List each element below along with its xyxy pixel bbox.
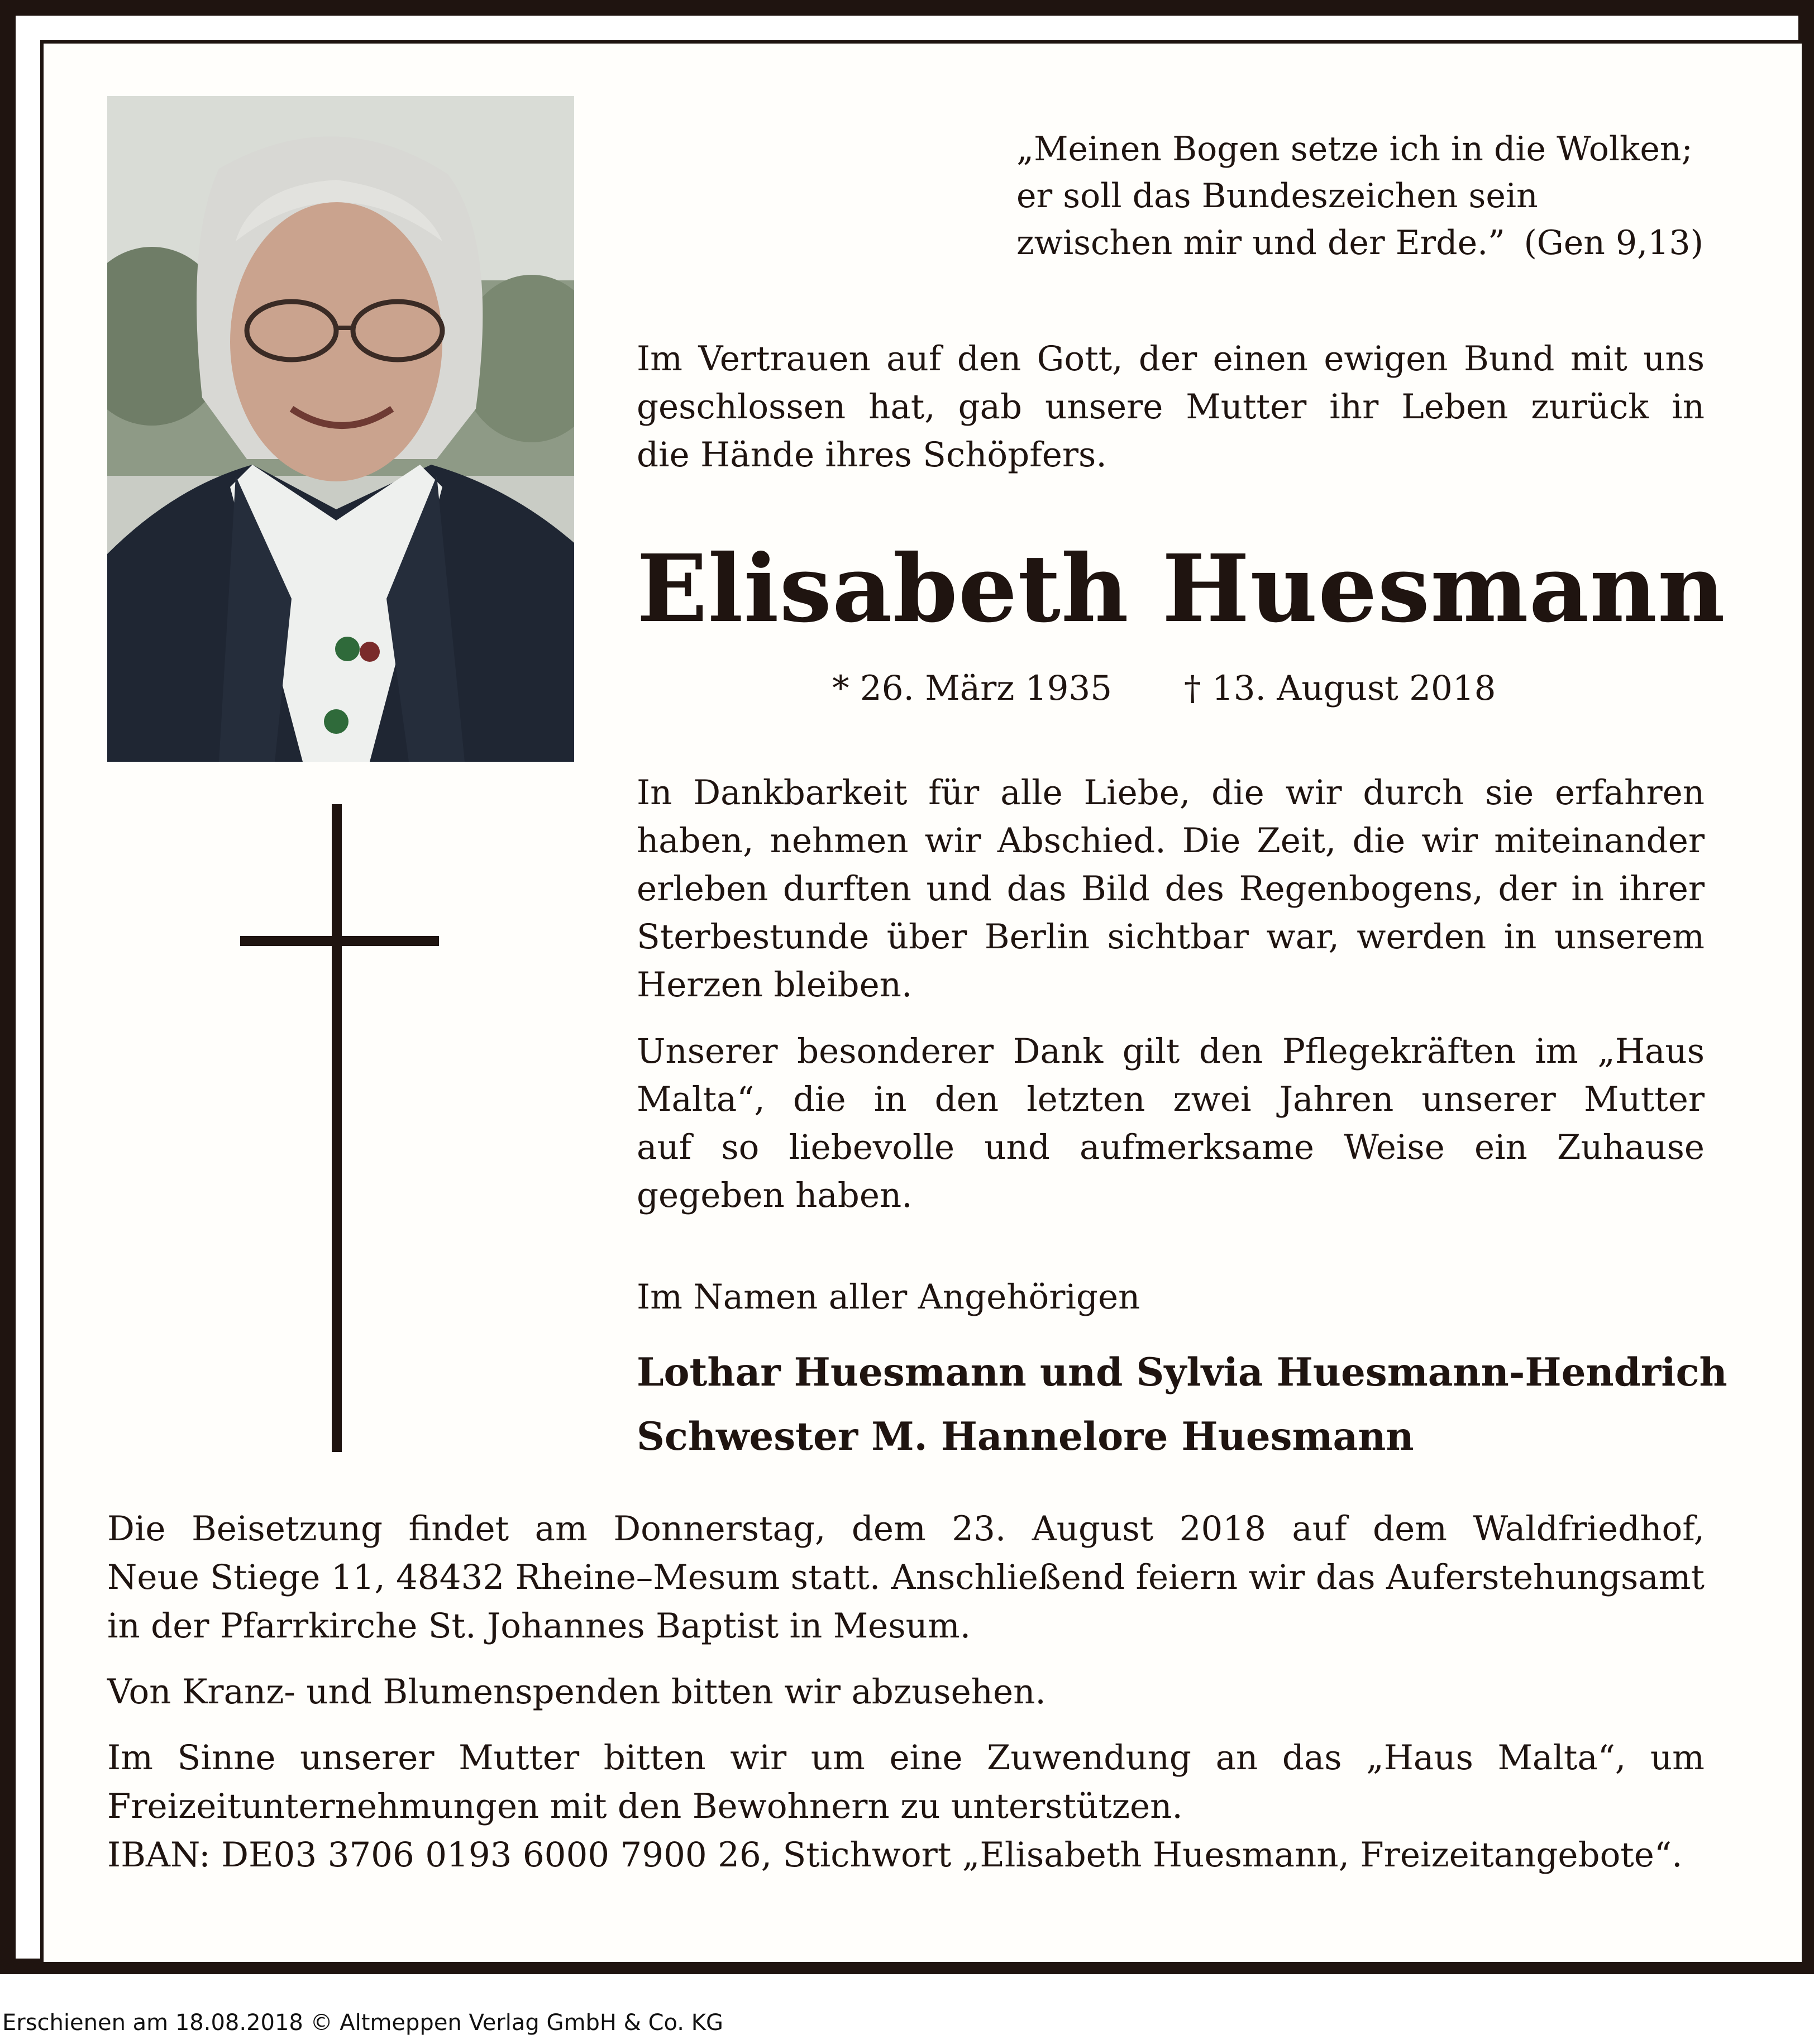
- text-line: Im Vertrauen auf den Gott, der einen ewigen Bund mit uns: [637, 339, 1705, 379]
- funeral-line: in der Pfarrkirche St. Johannes Baptist in Mesum.: [107, 1606, 971, 1646]
- text-line: haben, nehmen wir Abschied. Die Zeit, die wir miteinander: [637, 821, 1705, 861]
- donation-line: Freizeitunternehmungen mit den Bewohnern zu unterstützen.: [107, 1787, 1183, 1826]
- gratitude-paragraph: [637, 769, 1705, 1009]
- text-line: auf so liebevolle und aufmerksame Weise ein Zuhause: [637, 1128, 1705, 1167]
- deceased-name: Elisabeth Huesmann: [637, 534, 1726, 643]
- quote-line: „Meinen Bogen setze ich in die Wolken;: [1016, 130, 1693, 169]
- funeral-line: Die Beisetzung findet am Donnerstag, dem 23. August 2018 auf dem Waldfriedhof,: [107, 1509, 1705, 1549]
- thanks-paragraph: [637, 1028, 1705, 1220]
- text-line: Malta“, die in den letzten zwei Jahren unserer Mutter: [637, 1080, 1705, 1119]
- text-line: gegeben haben.: [637, 1176, 913, 1215]
- quote-line: er soll das Bundeszeichen sein: [1016, 176, 1538, 216]
- donation-line: Im Sinne unserer Mutter bitten wir um eine Zuwendung an das „Haus Malta“, um: [107, 1738, 1705, 1778]
- iban-line: IBAN: DE03 3706 0193 6000 7900 26, Stichwort „Elisabeth Huesmann, Freizeitangebote“.: [107, 1835, 1683, 1875]
- quote-reference: (Gen 9,13): [1524, 223, 1703, 262]
- funeral-line: Neue Stiege 11, 48432 Rheine–Mesum statt. Anschließend feiern wir das Auferstehungsamt: [107, 1558, 1705, 1597]
- no-flowers-note: Von Kranz- und Blumenspenden bitten wir abzusehen.: [107, 1672, 1046, 1712]
- bible-quote: [1016, 126, 1703, 266]
- intro-paragraph: [637, 335, 1705, 479]
- quote-line: zwischen mir und der Erde.”: [1016, 223, 1505, 262]
- death-date: † 13. August 2018: [1184, 668, 1496, 708]
- mourner-name: Lothar Huesmann und Sylvia Huesmann-Hendrich: [637, 1350, 1727, 1395]
- text-line: Herzen bleiben.: [637, 965, 913, 1005]
- on-behalf-text: Im Namen aller Angehörigen: [637, 1277, 1140, 1317]
- portrait-photo: [107, 96, 574, 762]
- text-line: erleben durften und das Bild des Regenbogens, der in ihrer: [637, 869, 1705, 909]
- latin-cross-icon: [240, 804, 439, 1452]
- text-line: In Dankbarkeit für alle Liebe, die wir durch sie erfahren: [637, 773, 1705, 813]
- birth-date: * 26. März 1935: [832, 668, 1113, 708]
- text-line: die Hände ihres Schöpfers.: [637, 435, 1107, 475]
- text-line: geschlossen hat, gab unsere Mutter ihr Leben zurück in: [637, 387, 1705, 427]
- mourner-name: Schwester M. Hannelore Huesmann: [637, 1414, 1414, 1459]
- text-line: Sterbestunde über Berlin sichtbar war, werden in unserem: [637, 917, 1705, 957]
- publication-footer: Erschienen am 18.08.2018 © Altmeppen Verlag GmbH & Co. KG: [2, 2010, 723, 2036]
- text-line: Unserer besonderer Dank gilt den Pflegekräften im „Haus: [637, 1031, 1705, 1071]
